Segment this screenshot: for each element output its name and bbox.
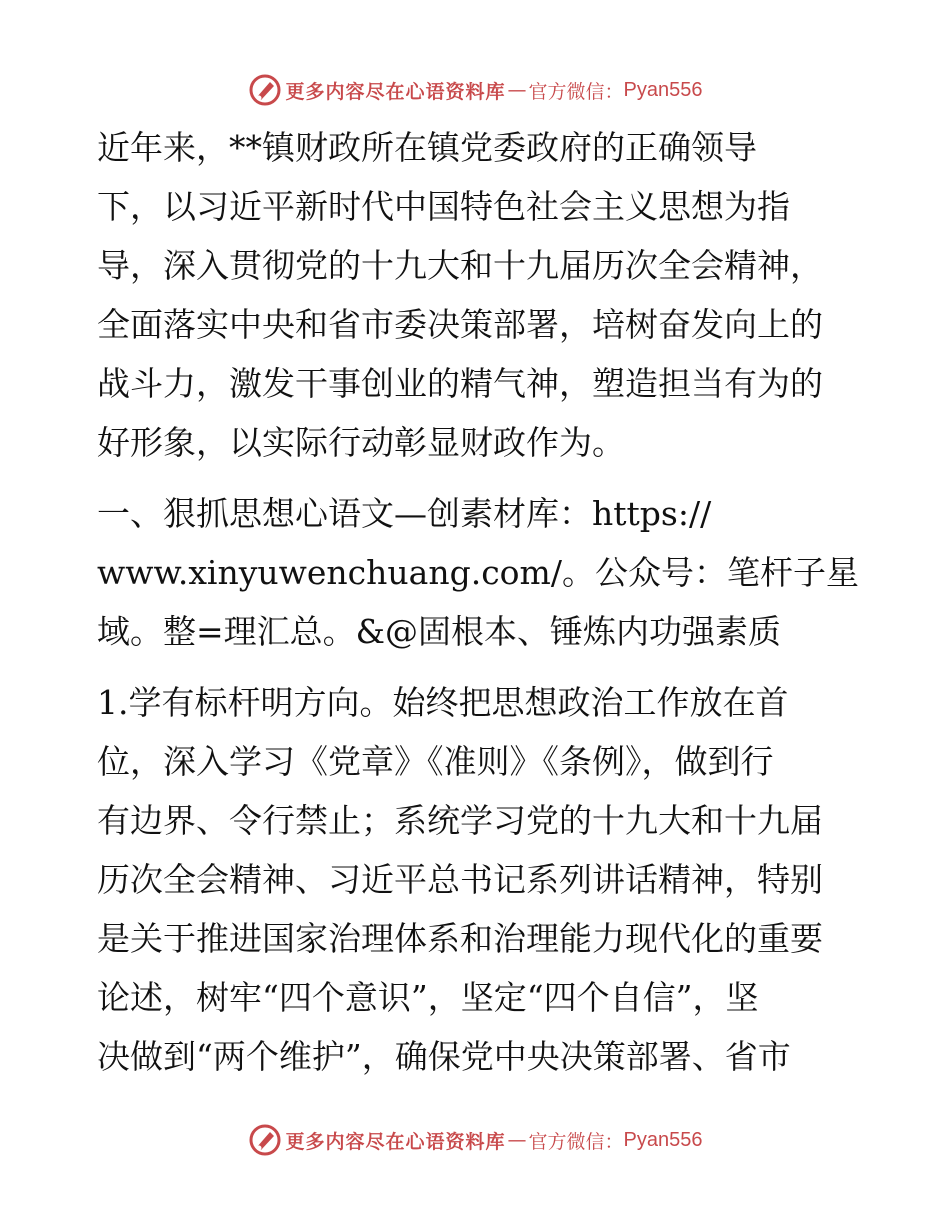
text-line: www.xinyuwenchuang.com/。公众号：笔杆子星 — [97, 553, 859, 592]
brand-logo-icon — [248, 73, 282, 107]
brand-logo-icon — [248, 1123, 282, 1157]
text-line: 有边界、令行禁止；系统学习党的十九大和十九届 — [97, 801, 823, 840]
footer-tagline: 更多内容尽在心语资料库 — [285, 1130, 506, 1153]
text-line: 决做到“两个维护”，确保党中央决策部署、省市 — [97, 1037, 791, 1076]
footer-separator: — — [507, 1129, 527, 1151]
text-line: 近年来，**镇财政所在镇党委政府的正确领导 — [97, 128, 757, 167]
paragraph-item-1 — [97, 673, 857, 1086]
text-line: 历次全会精神、习近平总书记系列讲话精神，特别 — [97, 860, 823, 899]
text-line: 一、狠抓思想心语文—创素材库：https:// — [97, 494, 712, 533]
text-line: 论述，树牢“四个意识”，坚定“四个自信”，坚 — [97, 978, 759, 1017]
header-watermark — [0, 70, 950, 110]
document-body — [97, 118, 857, 1086]
footer-label: 官方微信： — [528, 1130, 624, 1153]
header-tagline: 更多内容尽在心语资料库 — [285, 80, 506, 103]
text-line: 域。整=理汇总。&@固根本、锤炼内功强素质 — [97, 612, 782, 651]
text-line: 位，深入学习《党章》《准则》《条例》，做到行 — [97, 742, 774, 781]
text-line: 战斗力，激发干事创业的精气神，塑造担当有为的 — [97, 364, 823, 403]
header-handle: Pyan556 — [623, 78, 703, 101]
text-line: 是关于推进国家治理体系和治理能力现代化的重要 — [97, 919, 823, 958]
footer-watermark — [0, 1120, 950, 1160]
header-label: 官方微信： — [528, 80, 624, 103]
footer-handle: Pyan556 — [623, 1128, 703, 1151]
text-line: 导，深入贯彻党的十九大和十九届历次全会精神， — [97, 246, 823, 285]
text-line: 下，以习近平新时代中国特色社会主义思想为指 — [97, 187, 790, 226]
text-line: 好形象，以实际行动彰显财政作为。 — [97, 423, 625, 462]
text-line: 1.学有标杆明方向。始终把思想政治工作放在首 — [97, 683, 789, 722]
paragraph-intro — [97, 118, 857, 472]
header-separator: — — [507, 79, 527, 101]
text-line: 全面落实中央和省市委决策部署，培树奋发向上的 — [97, 305, 823, 344]
paragraph-section-heading — [97, 484, 857, 661]
